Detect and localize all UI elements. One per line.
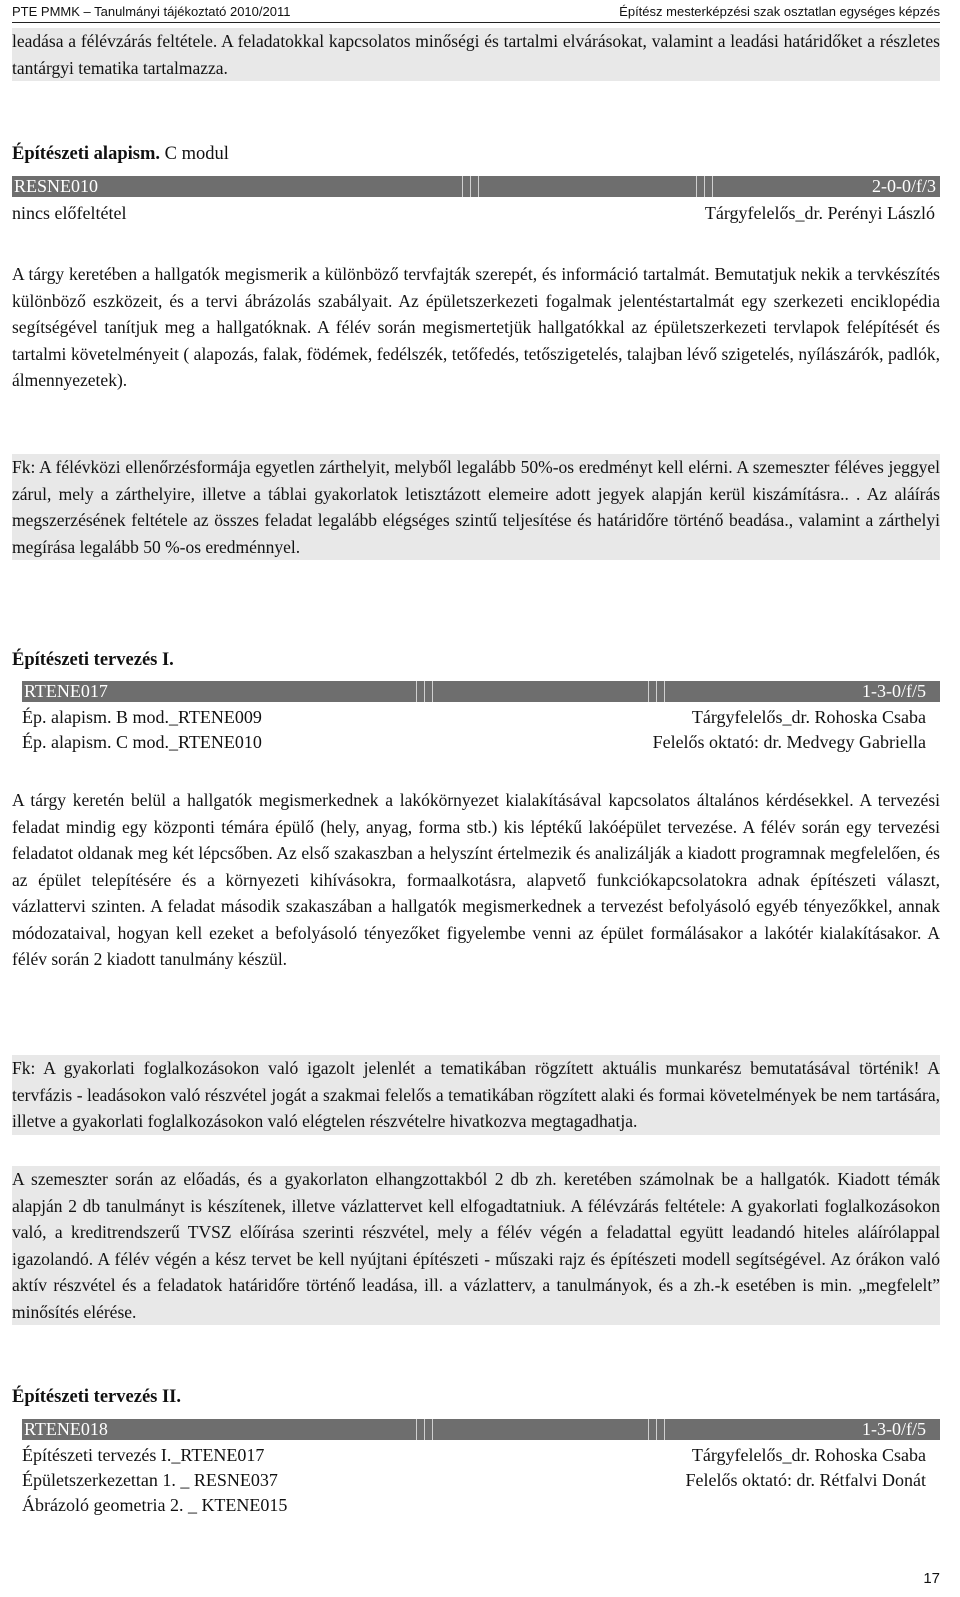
course3-prereq-1: Építészeti tervezés I._RTENE017: [22, 1445, 265, 1465]
bar-separator: [424, 681, 425, 702]
course2-prereq-2: Ép. alapism. C mod._RTENE010: [22, 732, 262, 752]
bar-separator: [416, 1419, 417, 1440]
course1-requirements-block: [12, 454, 940, 560]
course2-requirements-2: A szemeszter során az előadás, és a gyakorlaton elhangzottakból 2 db zh. keretében számolnak be a hallgatók. Kiadott témák alapján 2 db tanulmányt is készítenek, illetve vázlattervet kell elfogadtatniuk. A félévzárás feltétele: A gyakorlati foglalkozásokon való, a kreditrendszerű TVSZ előírása szerinti részvétel, mely a félév végén a feladattal együtt leadandó hiteles aláírólappal igazolandó. A félév végén a kész tervet be kell nyújtani építészeti - műszaki rajz és építészeti modell segítségével. Az órákon való aktív részvétel és a feladatok határidőre történő leadása, ill. a vázlatterv, a tanulmányok, és a zh.-k esetében is min. „megfelelt” minősítés elérése.: [12, 1169, 940, 1322]
course1-requirements: Fk: A félévközi ellenőrzésformája egyetlen zárthelyit, melyből legalább 50%-os eredményt kell elérni. A szemeszter féléves jeggyel zárul, mely a zárthelyire, illetve a táblai gyakorlatok letisztázott elemeire adott jegyek alapján kerül kiszámításra.. . Az aláírás megszerzésének feltétele az összes feladat legalább elégséges szintű teljesítése és határidőre történő beadása., valamint a zárthelyi megírása legalább 50 %-os eredménnyel.: [12, 457, 940, 557]
course3-code: RTENE018: [24, 1419, 108, 1439]
course3-prereq-3: Ábrázoló geometria 2. _ KTENE015: [22, 1495, 288, 1515]
bar-separator: [470, 176, 471, 197]
course2-description-block: [12, 787, 940, 973]
course3-teacher: Felelős oktató: dr. Rétfalvi Donát: [685, 1470, 926, 1490]
course1-code-bar: [12, 176, 940, 197]
course3-title: Építészeti tervezés II.: [12, 1387, 182, 1407]
course1-description: A tárgy keretében a hallgatók megismerik a különböző tervfajták szerepét, és információ tartalmát. Bemutatjuk nekik a tervkészítés különböző eszközeit, és a tervi ábrázolás szabályait. Az épületszerkezeti fogalmak jelentéstartalmát egy szerkezeti enciklopédia segítségével tanítjuk meg a hallgatóknak. A félév során megismertetjük hallgatókkal az épületszerkezeti tervlapok felépítését és tartalmi követelményeit ( alapozás, falak, födémek, fedélszék, tetőfedés, tetőszigetelés, talajban lévő szigetelés, nyílászárók, padlók, álmennyezetek).: [12, 264, 940, 390]
course3-prereq-2: Épületszerkezettan 1. _ RESNE037: [22, 1470, 278, 1490]
course1-title-bold: Építészeti alapism.: [12, 144, 160, 164]
course3-responsible: Tárgyfelelős_dr. Rohoska Csaba: [691, 1445, 926, 1465]
intro-block: [12, 28, 940, 81]
bar-separator: [696, 176, 697, 197]
bar-separator: [656, 1419, 657, 1440]
bar-separator: [656, 681, 657, 702]
course2-title-block: [12, 650, 940, 671]
bar-separator: [664, 681, 665, 702]
course1-description-block: [12, 261, 940, 394]
course1-title: [12, 144, 940, 165]
course1-title-normal: C modul: [160, 144, 229, 164]
course2-requirements-block-1: [12, 1055, 940, 1135]
bar-separator: [648, 681, 649, 702]
bar-separator: [712, 176, 713, 197]
course3-credits: 1-3-0/f/5: [862, 1419, 926, 1439]
course2-code: RTENE017: [24, 681, 108, 701]
bar-separator: [478, 176, 479, 197]
bar-separator: [424, 1419, 425, 1440]
course2-prereq-1: Ép. alapism. B mod._RTENE009: [22, 707, 262, 727]
course2-credits: 1-3-0/f/5: [862, 681, 926, 701]
course1-credits: 2-0-0/f/3: [872, 176, 936, 196]
course2-requirements-block-2: [12, 1166, 940, 1325]
course2-code-bar: [22, 681, 940, 702]
course2-responsible: Tárgyfelelős_dr. Rohoska Csaba: [691, 707, 926, 727]
bar-separator: [704, 176, 705, 197]
header-left-text: PTE PMMK – Tanulmányi tájékoztató 2010/2011: [12, 4, 291, 19]
course1-prereq: nincs előfeltétel: [12, 203, 127, 223]
course3-title-block: [12, 1387, 940, 1408]
course2-description: A tárgy keretén belül a hallgatók megismerkednek a lakókörnyezet kialakításával kapcsolatos általános kérdésekkel. A tervezési feladat mindig egy központi témára épülő (hely, anyag, forma stb.) kis léptékű lakóépület tervezése. A félév során egy tervezési feladatot oldanak meg két lépcsőben. Az első szakaszban a helyszínt értelmezik és analizálják a kiadott programnak megfelelően, és az épület telepítésére és a környezeti kihívásokra, formaalkotásra, alapvető funkciókapcsolatokra adnak építészeti választ, vázlattervi szinten. A feladat második szakaszában a hallgatók megismerkednek a tervezést befolyásoló egyéb tényezőkkel, annak módozataival, hogyan kell ezeket a befolyásoló tényezőket figyelembe venni az épület formálásakor a lakótér kialakításakor. A félév során 2 kiadott tanulmány készül.: [12, 790, 940, 969]
page-header: [12, 2, 940, 23]
bar-separator: [462, 176, 463, 197]
bar-separator: [664, 1419, 665, 1440]
header-right-text: Építész mesterképzési szak osztatlan egységes képzés: [619, 4, 940, 19]
course1-responsible: Tárgyfelelős_dr. Perényi László: [704, 203, 935, 223]
bar-separator: [432, 1419, 433, 1440]
bar-separator: [432, 681, 433, 702]
page-number: 17: [923, 1570, 940, 1587]
course2-requirements-1: Fk: A gyakorlati foglalkozásokon való igazolt jelenlét a tematikában rögzített aktuális munkarész bemutatásával történik! A tervfázis - leadásokon való részvétel jogát a szakmai felelős a tematikában rögzített alaki és formai követelmények be nem tartására, illetve a gyakorlati foglalkozásokon való elégtelen részvételre hivatkozva megtagadhatja.: [12, 1058, 940, 1131]
bar-separator: [416, 681, 417, 702]
course2-title: Építészeti tervezés I.: [12, 650, 174, 670]
course1-code: RESNE010: [14, 176, 99, 196]
intro-text: leadása a félévzárás feltétele. A feladatokkal kapcsolatos minőségi és tartalmi elvárásokat, valamint a leadási határidőket a részletes tantárgyi tematika tartalmazza.: [12, 31, 940, 78]
course2-teacher: Felelős oktató: dr. Medvegy Gabriella: [652, 732, 926, 752]
course3-code-bar: [22, 1419, 940, 1440]
bar-separator: [648, 1419, 649, 1440]
